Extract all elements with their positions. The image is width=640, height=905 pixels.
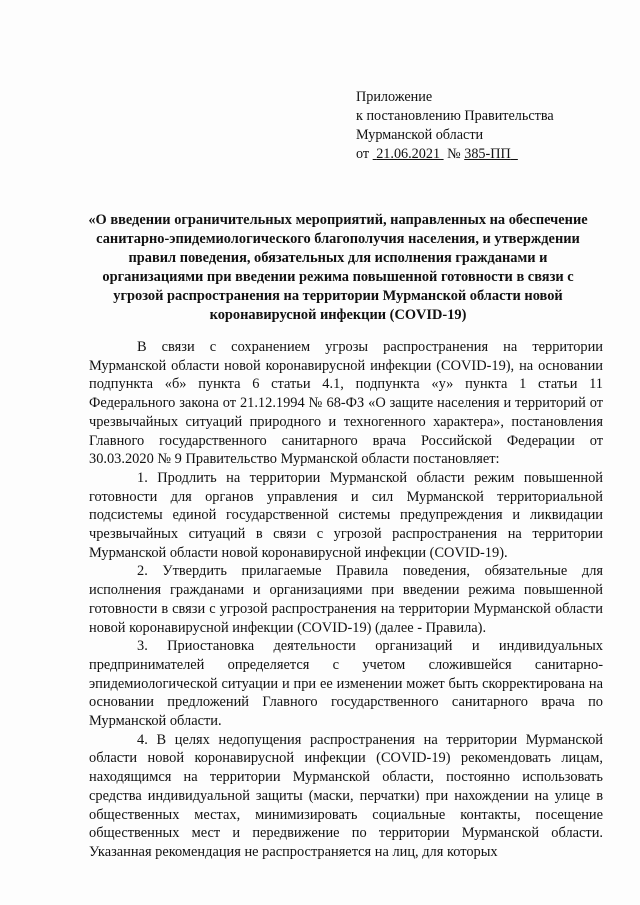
appendix-line-2: к постановлению Правительства (356, 108, 554, 124)
paragraph-preamble: В связи с сохранением угрозы распространения на территории Мурманской области новой коронавирусной инфекции (COVID-19), на основании подпункта «б» пункта 6 статьи 4.1, подпункта «у» пункта 1 статьи 11 Федерального закона от 21.12.1994 № 68-ФЗ «О защите населения и территорий от чрезвычайных ситуаций природного и техногенного характера», постановления Главного государственного санитарного врача Российской Федерации от 30.03.2020 № 9 Правительство Мурманской области постановляет: (89, 339, 603, 468)
appendix-header (356, 88, 554, 164)
paragraph-2: 2. Утвердить прилагаемые Правила поведения, обязательные для исполнения гражданами и организациями при введении режима повышенной готовности в связи с угрозой распространения на территории Мурманской области новой коронавирусной инфекции (COVID-19) (далее - Правила). (89, 563, 603, 636)
number-prefix: № (447, 146, 461, 162)
paragraph-3: 3. Приостановка деятельности организаций и индивидуальных предпринимателей определяется с учетом сложившейся санитарно-эпидемиологической ситуации и при ее изменении может быть скорректирована на основании предложений Главного государственного санитарного врача по Мурманской области. (89, 638, 603, 730)
appendix-date-line (356, 145, 554, 164)
appendix-line-3: Мурманской области (356, 127, 484, 143)
document-body (89, 338, 603, 862)
paragraph-1: 1. Продлить на территории Мурманской области режим повышенной готовности для органов управления и сил Мурманской территориальной подсистемы единой государственной системы предупреждения и ликвидации чрезвычайных ситуаций в связи с угрозой распространения на территории Мурманской области новой коронавирусной инфекции (COVID-19). (89, 469, 603, 561)
appendix-line-1: Приложение (356, 89, 433, 105)
date-prefix: от (356, 146, 370, 162)
paragraph-4: 4. В целях недопущения распространения на территории Мурманской области новой коронавирусной инфекции (COVID-19) рекомендовать лицам, находящимся на территории Мурманской области, постоянно использовать средства индивидуальной защиты (маски, перчатки) при нахождении на улице в общественных местах, минимизировать социальные контакты, посещение общественных мест и передвижение по территории Мурманской области. Указанная рекомендация не распространяется на лиц, для которых (89, 731, 603, 860)
document-title: «О введении ограничительных мероприятий, направленных на обеспечение санитарно-эпидемиологического благополучия населения, и утверждении правил поведения, обязательных для исполнения гражданами и организациями при введении режима повышенной готовности в связи с угрозой распространения на территории Мурманской области новой коронавирусной инфекции (COVID-19) (88, 212, 588, 323)
document-number: 385-ПП (464, 146, 511, 162)
document-date: 21.06.2021 (376, 146, 441, 162)
